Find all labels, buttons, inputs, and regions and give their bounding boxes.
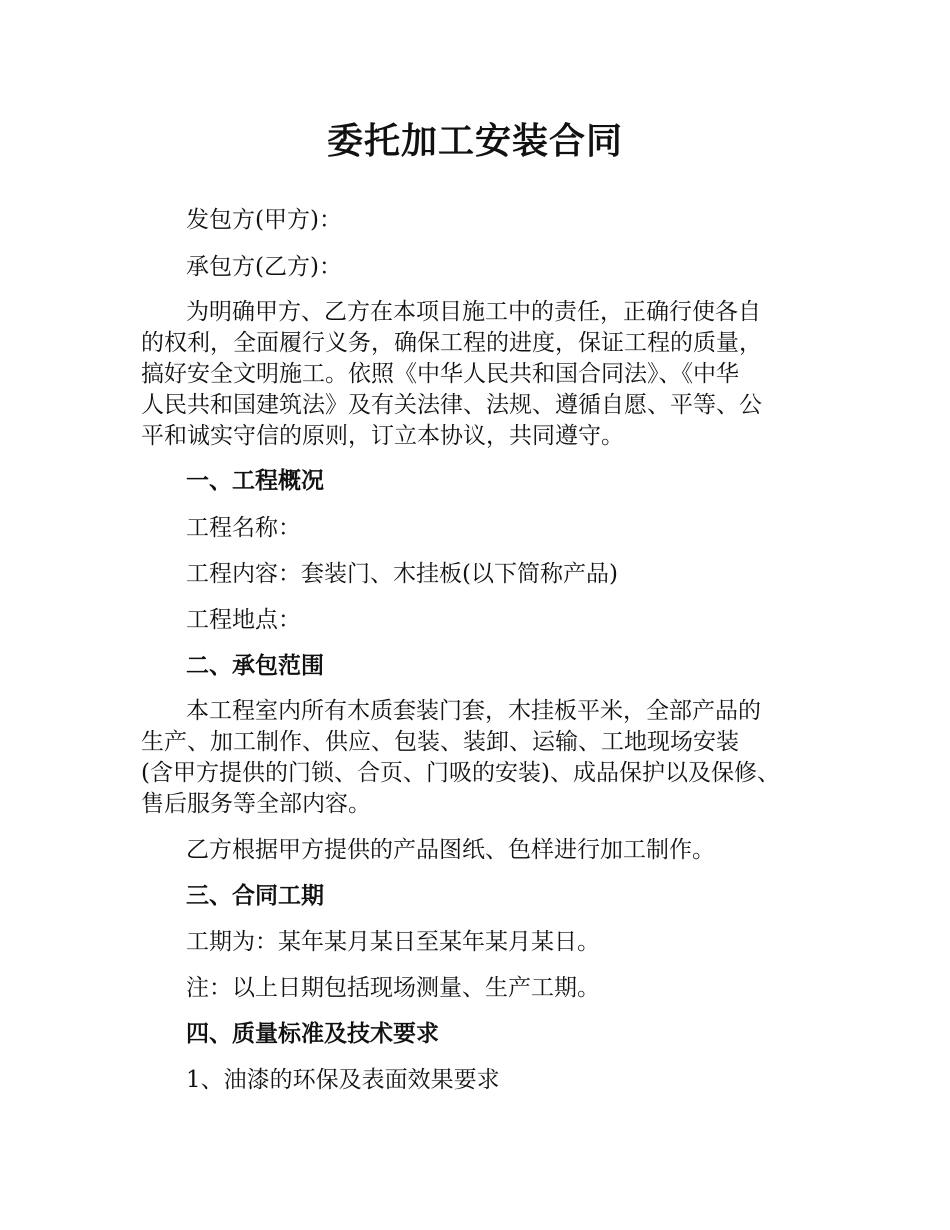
intro-line: 为明确甲方、乙方在本项目施工中的责任，正确行使各自 [186, 299, 761, 325]
intro-line: 平和诚实守信的原则，订立本协议，共同遵守。 [141, 423, 624, 449]
intro-line: 的权利，全面履行义务，确保工程的进度，保证工程的质量， [141, 330, 762, 356]
production-line: 乙方根据甲方提供的产品图纸、色样进行加工制作。 [186, 837, 715, 863]
section-2-heading: 二、承包范围 [186, 653, 324, 679]
quality-item-1: 1、油漆的环保及表面效果要求 [186, 1067, 500, 1093]
project-location-line: 工程地点： [186, 607, 301, 633]
period-line: 工期为：某年某月某日至某年某月某日。 [186, 929, 600, 955]
intro-paragraph [141, 297, 831, 452]
note-line: 注：以上日期包括现场测量、生产工期。 [186, 975, 600, 1001]
scope-line: (含甲方提供的门锁、合页、门吸的安装)、成品保护以及保修、 [141, 760, 780, 786]
party-a-line: 发包方(甲方)： [186, 207, 342, 233]
project-name-line: 工程名称： [186, 515, 301, 541]
intro-line: 搞好安全文明施工。依照《中华人民共和国合同法》、《中华 [141, 361, 739, 387]
scope-paragraph [141, 696, 831, 820]
section-1-heading: 一、工程概况 [186, 468, 324, 494]
party-b-line: 承包方(乙方)： [186, 254, 342, 280]
project-content-line: 工程内容：套装门、木挂板(以下简称产品) [186, 561, 618, 587]
scope-line: 本工程室内所有木质套装门套，木挂板平米，全部产品的 [186, 698, 761, 724]
section-3-heading: 三、合同工期 [186, 883, 324, 909]
intro-line: 人民共和国建筑法》及有关法律、法规、遵循自愿、平等、公 [141, 392, 762, 418]
scope-line: 售后服务等全部内容。 [141, 791, 371, 817]
scope-line: 生产、加工制作、供应、包装、装卸、运输、工地现场安装 [141, 729, 739, 755]
section-4-heading: 四、质量标准及技术要求 [186, 1021, 439, 1047]
document-title: 委托加工安装合同 [326, 121, 623, 162]
